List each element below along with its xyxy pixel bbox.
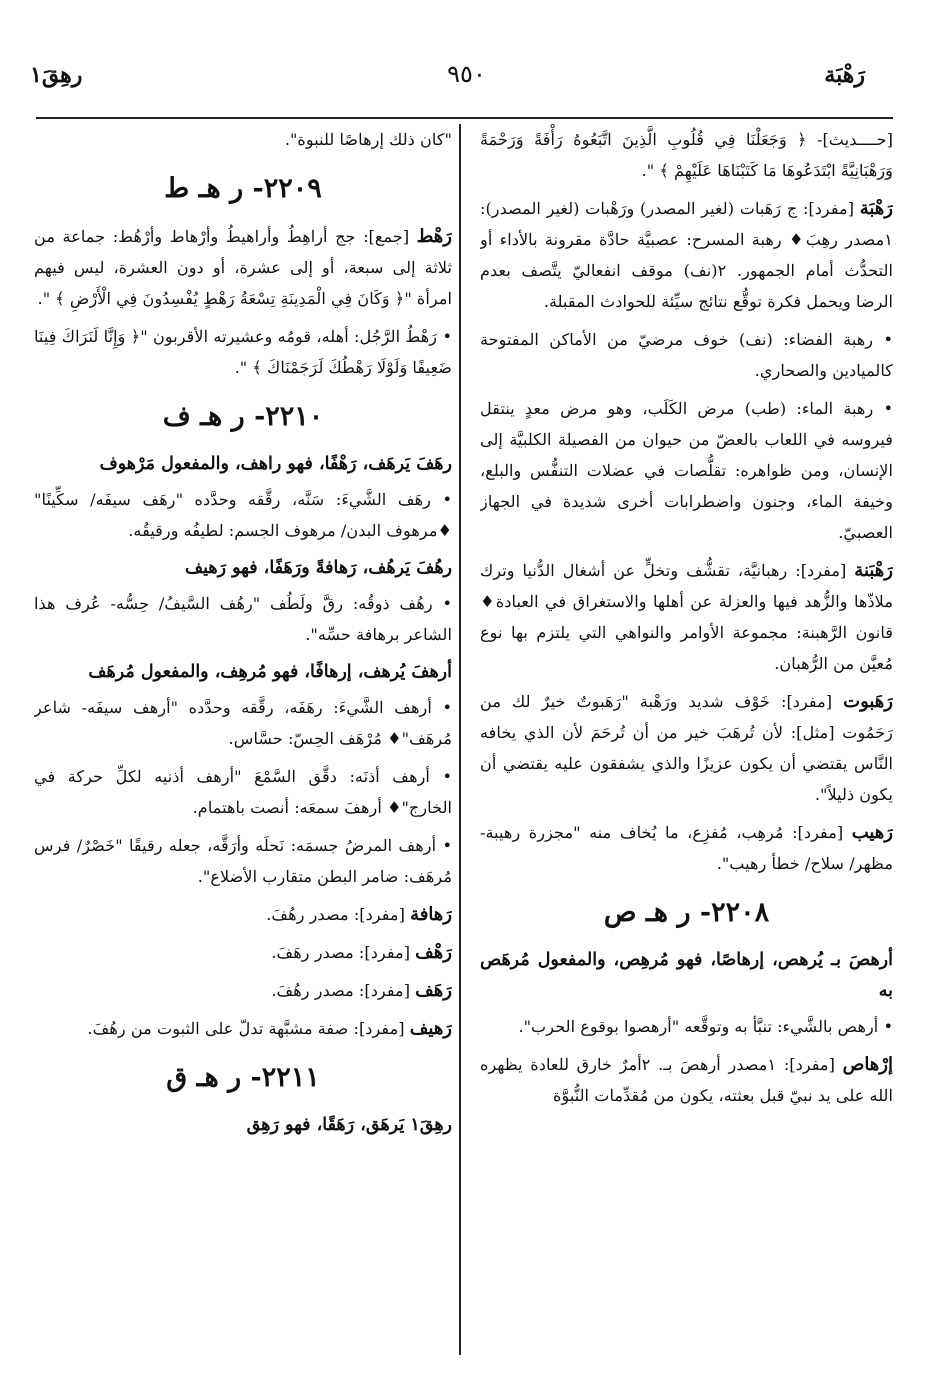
headword: رَهْف <box>415 942 452 963</box>
definition-paragraph: • أرهف المرضُ جسمَه: نَحلَه وأرَقَّه، جعله رقيقًا "خَصْرٌ/ فرس مُرهَف: ضامر البطن متقارب الأضلاع". <box>34 836 452 886</box>
definition-text: [مفرد]: مصدر رهُفَ. <box>266 905 411 924</box>
verb-conjugation-line: أرهفَ يُرهف، إرهافًا، فهو مُرهِف، والمفعول مُرهَف <box>88 662 452 682</box>
verb-conjugation-line: رهُفَ يَرهُف، رَهافةً ورَهَفًا، فهو رَهيف <box>184 558 452 578</box>
root-heading: ٢٢١١- ر هـ ق <box>166 1062 320 1093</box>
definition-text: [مفرد]: ج رَهَبات (لغير المصدر) ورَهْبات (لغير المصدر): ١مصدر رهِبَ♦ رهبة المسرح: عصبيَّة حادَّة مقرونة بالأداء أو التحدُّث أمام الجمهور. ٢(نف) موقف انفعاليّ يتَّصف بعدم الرضا ويحمل فكرة توقُّع نتائج سيِّئة للحوادث المقبلة. <box>480 199 893 311</box>
definition-text: [مفرد]: مصدر رهُفَ. <box>271 981 416 1000</box>
root-heading: ٢٢١٠- ر هـ ف <box>162 401 324 432</box>
dictionary-entry <box>34 975 452 1006</box>
definition-paragraph: • رَهْطُ الرَّجُل: أهله، قومُه وعشيرته الأقربون "﴿ وَإِنَّا لَنَرَاكَ فِينَا ضَعِيفًا وَلَوْلَا رَهْطُكَ لَرَجَمْنَاكَ ﴾ ". <box>34 327 452 377</box>
definition-paragraph: • أرهف أذنَه: دقَّق السَّمْعَ "أرهف أذنيه لكلِّ حركة في الخارج"♦ أرهفَ سمعَه: أنصت باهتمام. <box>34 767 452 817</box>
headword: إرْهاص <box>842 1054 893 1075</box>
dictionary-entry <box>480 817 893 879</box>
dictionary-entry <box>480 686 893 810</box>
definition-paragraph: [حــــديث]- ﴿ وَجَعَلْنَا فِي قُلُوبِ الَّذِينَ اتَّبَعُوهُ رَأْفَةً وَرَحْمَةً وَرَهْبَانِيَّةً ابْتَدَعُوهَا مَا كَتَبْنَاهَا عَلَيْهِمْ ﴾ ". <box>480 130 893 180</box>
root-heading: ٢٢٠٨- ر هـ ص <box>603 897 770 928</box>
definition-text: [مفرد]: خَوْف شديد ورَهْبة "رَهَبوتٌ خيرٌ لك من رَحَمُوت [مثل]: لأن تُرهَبَ خير من أن تُرحَمَ لأن الذي يخافه النَّاس يقتضي أن يكون عزيزًا والذي يشفقون عليه يقتضي أن يكون ذليلاً". <box>480 692 893 804</box>
definition-paragraph: • رهُف ذوقُه: رقَّ ولَطُف "رهُف السَّيفُ/ حِسُّه- عُرف هذا الشاعر برهافة حسِّه". <box>34 594 452 644</box>
definition-paragraph: • أرهف الشَّيءَ: رهَفَه، رقَّقه وحدَّده "أرهف سيفَه- شاعر مُرهَف"♦ مُرْهَف الحِسّ: حسَّاس. <box>34 698 452 748</box>
definition-text: [مفرد]: مُرهِب، مُفزِع، ما يُخاف منه "مجزرة رهيبة- مظهر/ سلاح/ خطأ رهيب". <box>480 823 893 873</box>
verb-conjugation-line: أرهصَ بـ يُرهص، إرهاصًا، فهو مُرهِص، والمفعول مُرهَص به <box>480 950 893 1001</box>
definition-paragraph: • أرهص بالشَّيء: تنبَّأ به وتوقَّعه "أرهصوا بوقوع الحرب". <box>518 1017 893 1036</box>
dictionary-entry <box>34 899 452 930</box>
header-rule <box>36 117 893 119</box>
definition-text: [مفرد]: مصدر رهَفَ. <box>271 943 416 962</box>
headword: رَهافة <box>410 904 452 925</box>
definition-text: [جمع]: جج أراهِطُ وأراهيطُ وأرْهاط وأرْهُط: جماعة من ثلاثة إلى سبعة، أو إلى عشرة، أو دون العشرة، ليس فيهم امرأة "﴿ وَكَانَ فِي الْمَدِينَةِ تِسْعَةُ رَهْطٍ يُفْسِدُونَ فِي الْأَرْضِ ﴾ ". <box>34 227 452 308</box>
page-number: ٩٥٠ <box>447 60 486 88</box>
column-divider <box>459 124 461 1355</box>
guide-word-left: رهِقَ١ <box>30 62 83 88</box>
definition-text: [مفرد]: ١مصدر أرهصَ بـ. ٢أمرٌ خارق للعادة يظهره الله على يد نبيّ قبل بعثته، يكون من مُقدِّمات النُّبوَّة <box>480 1055 893 1105</box>
definition-paragraph: • رهبة الفضاء: (نف) خوف مرضيّ من الأماكن المفتوحة كالميادين والصحاري. <box>480 330 893 380</box>
headword: رَهَف <box>415 980 452 1001</box>
dictionary-entry <box>480 1049 893 1111</box>
dictionary-entry <box>34 937 452 968</box>
definition-paragraph: • رهبة الماء: (طب) مرض الكَلَب، وهو مرض معدٍ ينتقل فيروسه في اللعاب بالعضّ من حيوان من الفصيلة الكلبيَّة إلى الإنسان، ومن ظواهره: تقلُّصات في عضلات التنفُّس والبلع، وخيفة الماء، وجنون واضطرابات أخرى شديدة في الجهاز العصبيّ. <box>480 399 893 542</box>
root-heading: ٢٢٠٩- ر هـ ط <box>164 173 322 204</box>
headword: رَهْط <box>416 226 452 247</box>
dictionary-entry <box>480 555 893 679</box>
left-column <box>34 124 452 1353</box>
dictionary-entry <box>34 1013 452 1044</box>
headword: رَهَبوت <box>843 691 893 712</box>
verb-conjugation-line: رهَفَ يَرهَف، رَهْفًا، فهو راهف، والمفعول مَرْهوف <box>99 454 452 474</box>
headword: رَهيب <box>851 822 893 843</box>
headword: رَهْبَنة <box>854 560 893 581</box>
definition-paragraph: • رهَف الشَّيءَ: سَنَّه، رقَّقه وحدَّده "رهَف سيفَه/ سكِّينًا" ♦مرهوف البدن/ مرهوف الجسم: لطيفُه ورقيقُه. <box>34 490 452 540</box>
guide-word-right: رَهْبَة <box>824 62 865 88</box>
definition-text: [مفرد]: رهبانيَّة، تقشُّف وتخلٍّ عن أشغال الدُّنيا وترك ملاذّها والزُّهد فيها والعزلة عن أهلها والاستغراق في العبادة♦ قانون الرَّهبنة: مجموعة الأوامر والنواهي التي يلتزم بها نوع مُعيَّن من الرُّهبان. <box>480 561 893 673</box>
headword: رَهْبَة <box>859 198 893 219</box>
headword: رَهيف <box>409 1018 452 1039</box>
right-column <box>480 124 893 1353</box>
verb-conjugation-line: رهِقَ١ يَرهَق، رَهَقًا، فهو رَهِق <box>246 1115 452 1135</box>
definition-text: [مفرد]: صفة مشبَّهة تدلّ على الثبوت من رهُفَ. <box>87 1019 410 1038</box>
dictionary-entry <box>480 193 893 317</box>
dictionary-entry <box>34 221 452 314</box>
definition-paragraph: "كان ذلك إرهاصًا للنبوة". <box>284 130 452 149</box>
